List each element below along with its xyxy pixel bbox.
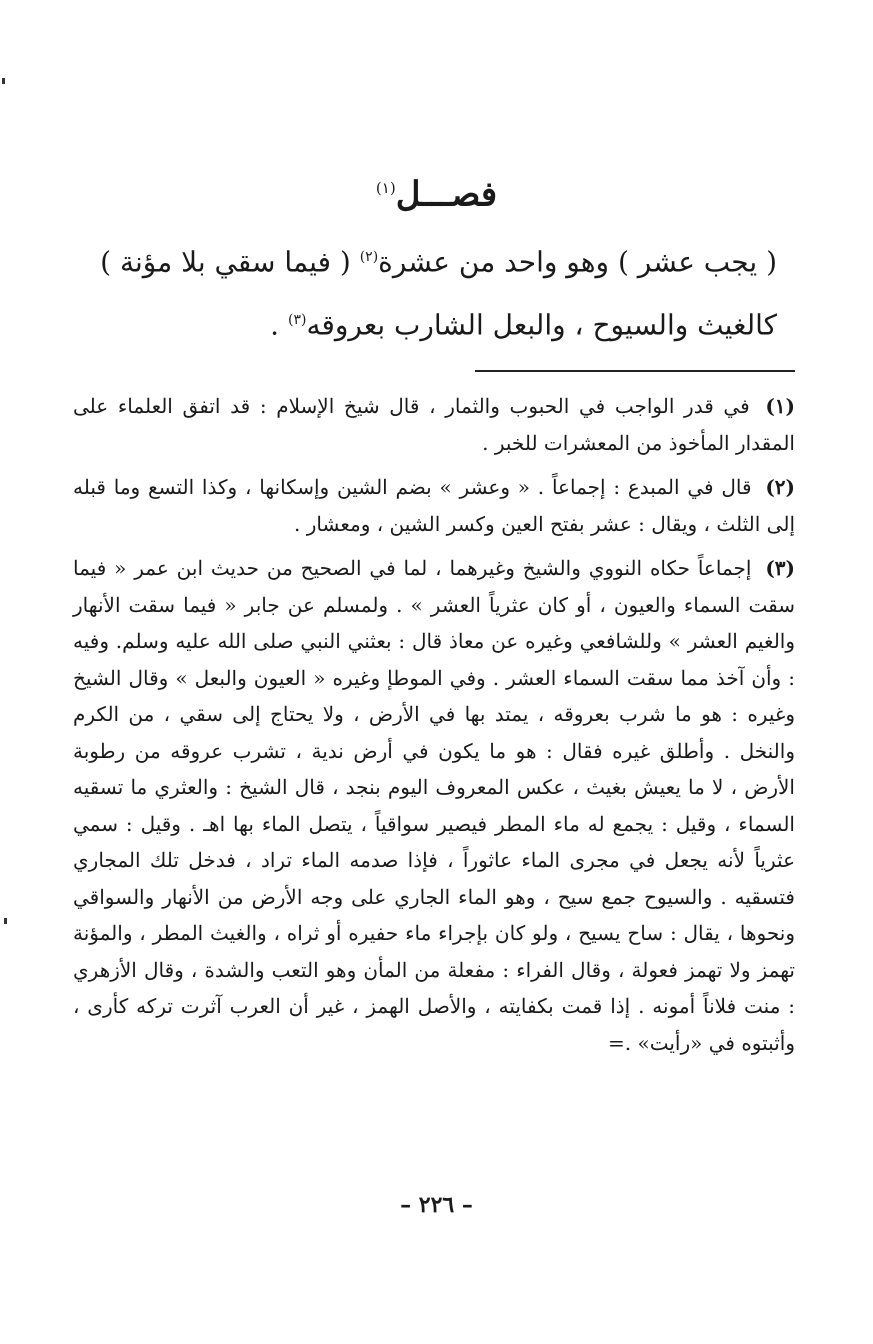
main-line-2-part-b: .	[270, 308, 288, 342]
main-line-1-footnote-ref: (٢)	[359, 249, 379, 265]
main-line-2-part-a: كالغيث والسيوح ، والبعل الشارب بعروقه	[306, 308, 777, 342]
page-number: – ٢٢٦ –	[400, 1192, 473, 1218]
main-line-1	[77, 228, 777, 291]
footnote-text: قال في المبدع : إجماعاً . « وعشر » بضم الشين وإسكانها ، وكذا التسع وما قبله إلى الثلث ، ويقال : عشر بفتح العين وكسر الشين ، ومعشار .	[73, 475, 795, 536]
main-line-2-footnote-ref: (٣)	[287, 312, 307, 329]
section-footnote-ref: (١)	[375, 179, 396, 197]
main-line-1-part-b: ( فيما سقي بلا مؤنة )	[100, 245, 360, 279]
main-line-1-part-a: ( يجب عشر ) وهو واحد من عشرة	[378, 245, 777, 279]
section-title: فصـــل	[395, 174, 498, 215]
footnote-number: (٣)	[765, 556, 796, 580]
footnote-number: (٢)	[765, 475, 796, 499]
footnote-number: (١)	[765, 394, 795, 418]
footnote-3	[73, 550, 795, 1061]
scan-mark-middle	[4, 918, 7, 924]
footnotes	[73, 388, 795, 1069]
footnote-separator	[475, 370, 795, 372]
footnote-text: إجماعاً حكاه النووي والشيخ وغيرهما ، لما في الصحيح من حديث ابن عمر « فيما سقت السماء والعيون ، أو كان عثرياً العشر » . ولمسلم عن جابر « فيما سقت الأنهار والغيم العشر » وللشافعي وغيره عن معاذ قال : بعثني النبي صلى الله عليه وسلم. وفيه : وأن آخذ مما سقت السماء العشر . وفي الموطإ وغيره « العيون والبعل » وقال الشيخ وغيره : هو ما شرب بعروقه ، يمتد بها في الأرض ، ولا يحتاج إلى سقي ، من الكرم والنخل . وأطلق غيره فقال : هو ما يكون في أرض ندية ، تشرب عروقه من رطوبة الأرض ، لا ما يعيش بغيث ، عكس المعروف اليوم بنجد ، قال الشيخ : والعثري ما تسقيه السماء ، وقيل : يجمع له ماء المطر فيصير سواقياً ، يتصل الماء بها اهـ . وقيل : سمي عثرياً لأنه يجعل في مجرى الماء عاثوراً ، فإذا صدمه الماء تراد ، فدخل تلك المجاري فتسقيه . والسيوح جمع سيح ، وهو الماء الجاري على وجه الأرض من الأنهار والسواقي ونحوها ، يقال : ساح يسيح ، ولو كان بإجراء ماء حفيره أو ثراه ، والغيث المطر ، والمؤنة تهمز ولا تهمز فعولة ، وقال الفراء : مفعلة من المأن وهو التعب والشدة ، وقال الأزهري : منت فلاناً أمونه . إذا قمت بكفايته ، والأصل الهمز ، غير أن العرب آثرت تركه كأرى ، وأثبتوه في «رأيت» .=	[73, 556, 795, 1055]
footnote-2	[73, 469, 795, 542]
footnote-1	[73, 388, 795, 461]
scan-mark-top	[2, 78, 5, 84]
footnote-text: في قدر الواجب في الحبوب والثمار ، قال شيخ الإسلام : قد اتفق العلماء على المقدار المأخوذ من المعشرات للخبر .	[73, 394, 795, 455]
main-line-2	[77, 291, 777, 354]
section-heading	[0, 168, 873, 214]
main-text	[77, 228, 777, 355]
